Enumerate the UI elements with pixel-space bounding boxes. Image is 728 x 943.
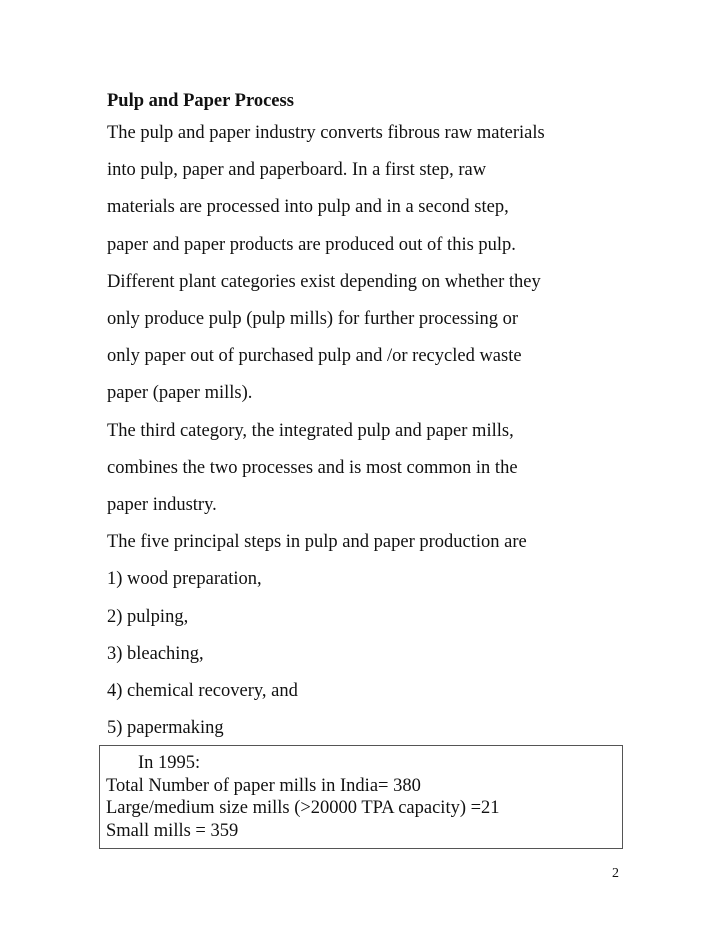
text-line: paper and paper products are produced out of this pulp.	[107, 234, 516, 255]
statistics-box	[99, 745, 623, 849]
list-item-papermaking: 5) papermaking	[107, 718, 224, 739]
statistics-small-mills: Small mills = 359	[106, 820, 239, 841]
list-item-wood-preparation: 1) wood preparation,	[107, 569, 262, 590]
text-line: into pulp, paper and paperboard. In a first step, raw	[107, 160, 487, 181]
document-body	[107, 88, 667, 747]
text-line: The third category, the integrated pulp and paper mills,	[107, 420, 514, 441]
page-number: 2	[612, 866, 619, 881]
list-item-bleaching: 3) bleaching,	[107, 643, 204, 664]
list-item-pulping: 2) pulping,	[107, 606, 189, 627]
text-line: Different plant categories exist depending on whether they	[107, 271, 541, 292]
text-line: only paper out of purchased pulp and /or recycled waste	[107, 346, 522, 367]
section-heading: Pulp and Paper Process	[107, 91, 294, 111]
statistics-large-mills: Large/medium size mills (>20000 TPA capacity) =21	[106, 798, 500, 818]
text-line: The five principal steps in pulp and paper production are	[107, 532, 527, 553]
text-line: The pulp and paper industry converts fibrous raw materials	[107, 123, 545, 143]
text-line: only produce pulp (pulp mills) for further processing or	[107, 309, 519, 330]
text-line: combines the two processes and is most common in the	[107, 457, 518, 478]
text-line: materials are processed into pulp and in a second step,	[107, 197, 509, 218]
text-line: paper (paper mills).	[107, 383, 253, 404]
text-line: paper industry.	[107, 495, 217, 516]
statistics-total-mills: Total Number of paper mills in India= 380	[106, 775, 421, 796]
list-item-chemical-recovery: 4) chemical recovery, and	[107, 681, 298, 702]
statistics-year: In 1995:	[138, 753, 201, 773]
